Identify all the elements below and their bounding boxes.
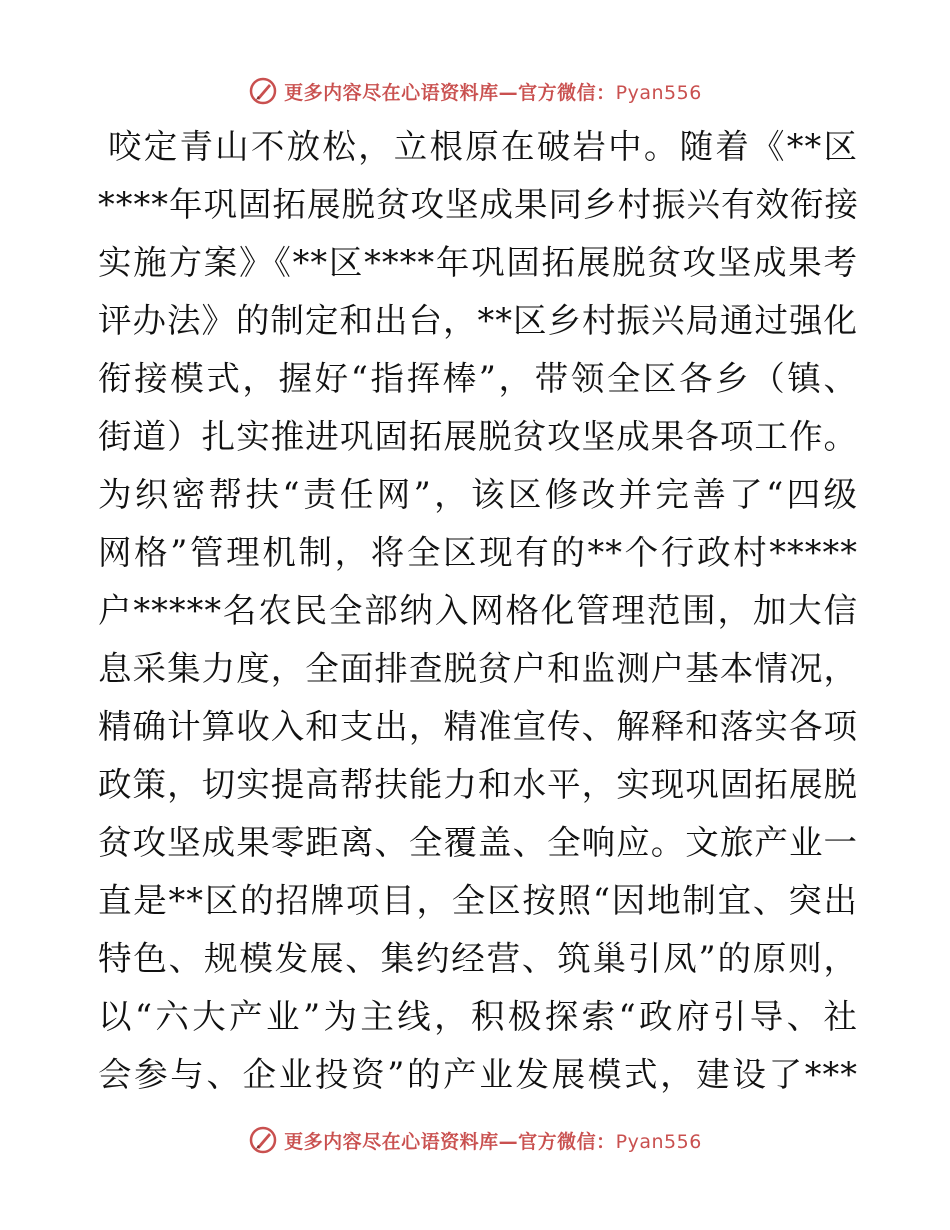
paragraph-line: 特色、规模发展、集约经营、筑巢引凤”的原则， <box>98 939 858 978</box>
paragraph-line: 街道）扎实推进巩固拓展脱贫攻坚成果各项工作。 <box>98 417 858 456</box>
paragraph-line: 精确计算收入和支出，精准宣传、解释和落实各项 <box>98 707 858 746</box>
paragraph-line: ****年巩固拓展脱贫攻坚成果同乡村振兴有效衔接 <box>98 185 859 224</box>
paragraph-line: 为织密帮扶“责任网”，该区修改并完善了“四级 <box>98 475 858 514</box>
paragraph-line: 户*****名农民全部纳入网格化管理范围，加大信 <box>98 591 858 630</box>
paragraph-line: 政策，切实提高帮扶能力和水平，实现巩固拓展脱 <box>98 765 858 804</box>
paragraph-line: 衔接模式，握好“指挥棒”，带领全区各乡（镇、 <box>98 359 858 398</box>
paragraph-line: 评办法》的制定和出台，**区乡村振兴局通过强化 <box>98 301 858 340</box>
footer-watermark <box>0 1120 950 1160</box>
watermark-text: 更多内容尽在心语资料库—官方微信：Pyan556 <box>284 1130 702 1153</box>
paragraph-line: 网格”管理机制，将全区现有的**个行政村***** <box>98 533 858 572</box>
paragraph-line: 贫攻坚成果零距离、全覆盖、全响应。文旅产业一 <box>98 823 858 862</box>
watermark-text: 更多内容尽在心语资料库—官方微信：Pyan556 <box>284 81 702 104</box>
paragraph-line: 以“六大产业”为主线，积极探索“政府引导、社 <box>98 997 858 1036</box>
paragraph-line: 直是**区的招牌项目，全区按照“因地制宜、突出 <box>98 881 858 920</box>
paragraph-line: 实施方案》《**区****年巩固拓展脱贫攻坚成果考 <box>98 243 858 282</box>
quill-logo-icon <box>248 1125 278 1155</box>
paragraph-line: 息采集力度，全面排查脱贫户和监测户基本情况， <box>98 649 858 688</box>
quill-logo-icon <box>248 76 278 106</box>
header-watermark <box>0 71 950 111</box>
paragraph-line: 会参与、企业投资”的产业发展模式，建设了*** <box>98 1055 858 1094</box>
paragraph-line: 咬定青山不放松，立根原在破岩中。随着《**区 <box>108 127 858 166</box>
body-paragraph <box>98 118 858 1104</box>
